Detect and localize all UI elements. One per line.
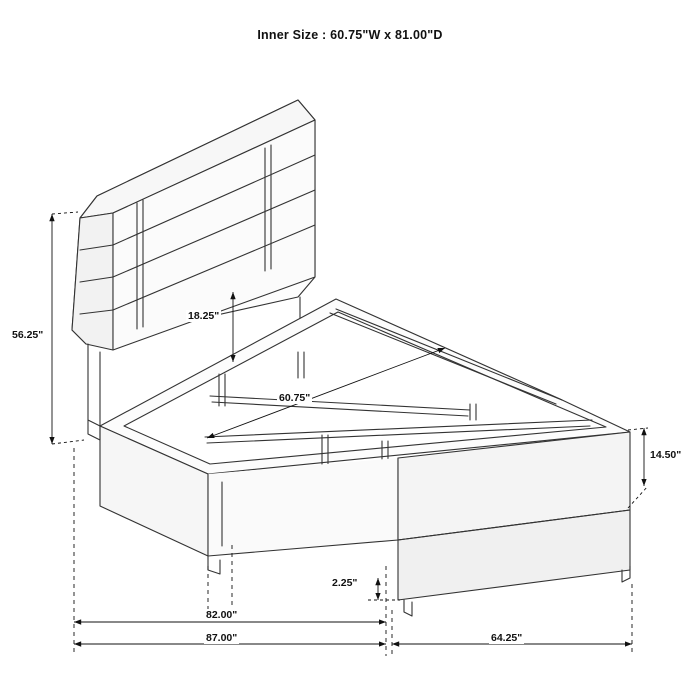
dimension-label-headboard-height: 56.25" [12, 329, 44, 341]
dimension-label-overall-width: 64.25" [491, 632, 523, 644]
dimension-label-clearance-height: 2.25" [332, 577, 358, 589]
dimension-label-rail-height: 14.50" [650, 449, 682, 461]
dimension-label-inner-length: 82.00" [206, 609, 238, 621]
page-title: Inner Size : 60.75"W x 81.00"D [257, 28, 443, 42]
bed-frame [88, 299, 630, 616]
dimension-label-inner-width: 60.75" [279, 392, 311, 404]
dimension-label-overall-length: 87.00" [206, 632, 238, 644]
dimension-label-panel-height: 18.25" [188, 310, 220, 322]
